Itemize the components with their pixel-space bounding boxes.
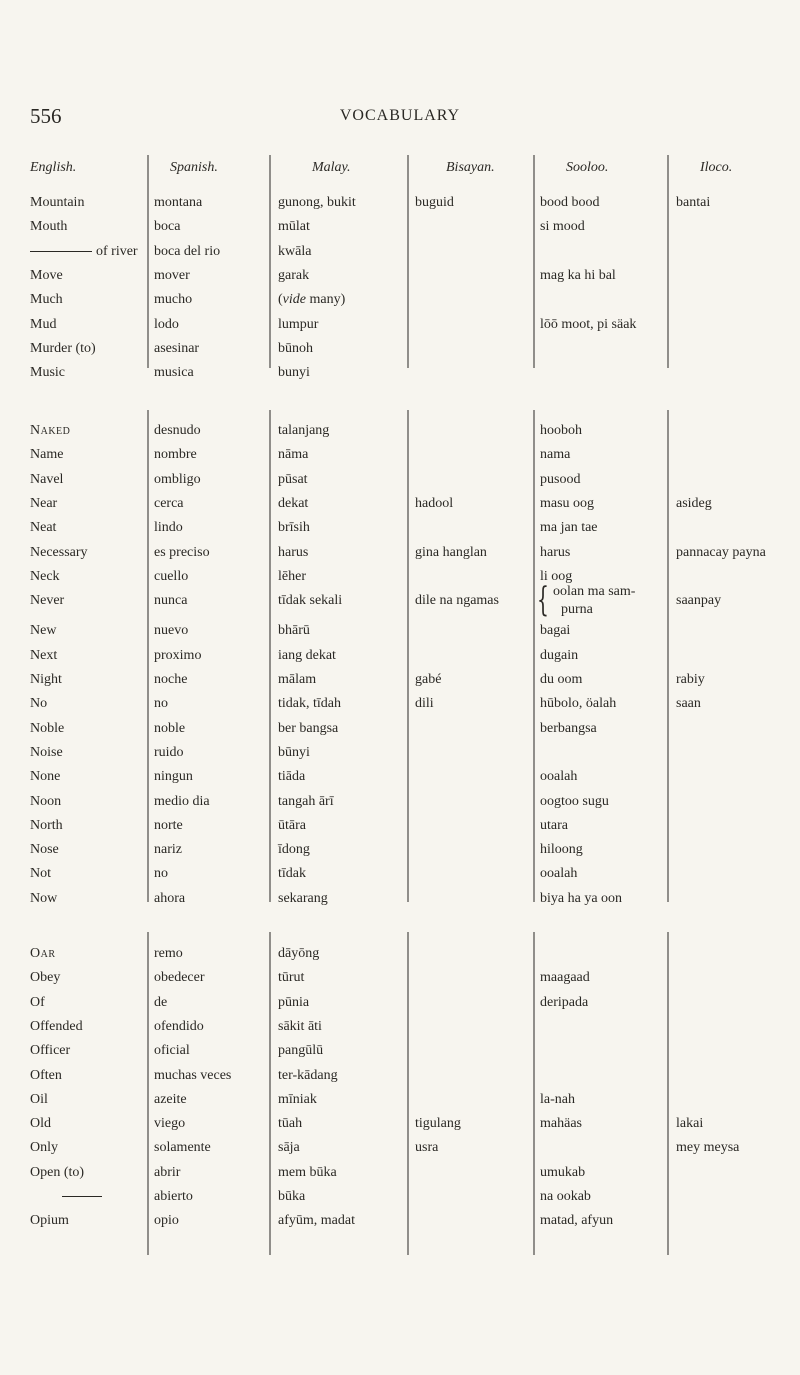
column-header-sooloo: Sooloo. bbox=[566, 160, 609, 175]
table-row bbox=[0, 769, 800, 793]
cell-malay: ber bangsa bbox=[278, 720, 339, 736]
column-header-english: English. bbox=[30, 160, 77, 175]
cell-spanish: boca del rio bbox=[154, 243, 221, 259]
cell-spanish: remo bbox=[154, 946, 183, 961]
cell-malay: īdong bbox=[278, 842, 310, 858]
cell-malay: mem būka bbox=[278, 1164, 337, 1180]
cell-iloco: mey meysa bbox=[676, 1140, 740, 1156]
cell-spanish: medio dia bbox=[154, 793, 210, 809]
cell-english: Near bbox=[30, 495, 58, 511]
cell-spanish: lindo bbox=[154, 520, 183, 536]
cell-iloco: pannacay payna bbox=[676, 544, 766, 560]
table-row bbox=[0, 696, 800, 720]
table-row bbox=[0, 745, 800, 769]
table-row bbox=[0, 423, 800, 447]
table-row bbox=[0, 1068, 800, 1092]
cell-sooloo: matad, afyun bbox=[540, 1213, 614, 1229]
cell-english: Next bbox=[30, 647, 58, 663]
cell-english: Oar bbox=[30, 946, 56, 961]
table-row bbox=[0, 1140, 800, 1164]
cell-spanish: es preciso bbox=[154, 544, 210, 560]
cell-malay: tidak, tīdah bbox=[278, 696, 341, 712]
ditto-dash bbox=[30, 251, 92, 252]
cell-iloco: asideg bbox=[676, 495, 712, 511]
cell-sooloo: na ookab bbox=[540, 1189, 591, 1204]
column-header-iloco: Iloco. bbox=[700, 160, 733, 175]
table-row bbox=[0, 472, 800, 496]
table-row bbox=[0, 341, 800, 365]
cell-spanish: ningun bbox=[154, 769, 193, 785]
cell-malay: tīdak bbox=[278, 866, 306, 882]
cell-spanish: opio bbox=[154, 1213, 179, 1229]
cell-english-text: of river bbox=[96, 243, 138, 259]
cell-malay: dekat bbox=[278, 495, 309, 511]
cell-spanish: de bbox=[154, 994, 168, 1010]
column-header-bisayan: Bisayan. bbox=[446, 160, 495, 175]
cell-english: Mountain bbox=[30, 195, 85, 210]
cell-spanish: mucho bbox=[154, 292, 193, 308]
cell-malay: sāja bbox=[278, 1140, 300, 1156]
cell-malay: harus bbox=[278, 544, 309, 560]
cell-sooloo: la-nah bbox=[540, 1091, 575, 1107]
cell-malay: dāyōng bbox=[278, 946, 320, 961]
cell-sooloo-line-1: oolan ma sam- bbox=[553, 584, 636, 600]
cell-bisayan: gina hanglan bbox=[415, 544, 487, 560]
cell-sooloo: ma jan tae bbox=[540, 520, 598, 536]
cell-spanish: proximo bbox=[154, 647, 202, 663]
cell-sooloo: pusood bbox=[540, 471, 581, 487]
cell-sooloo: biya ha ya oon bbox=[540, 890, 623, 906]
cell-sooloo: ooalah bbox=[540, 866, 578, 882]
table-row bbox=[0, 1116, 800, 1140]
cell-english: Neat bbox=[30, 520, 57, 536]
cell-sooloo: bagai bbox=[540, 623, 571, 639]
cell-spanish: musica bbox=[154, 365, 194, 381]
table-row bbox=[0, 946, 800, 970]
table-row bbox=[0, 195, 800, 219]
cell-sooloo: ooalah bbox=[540, 769, 578, 785]
table-row bbox=[0, 818, 800, 842]
cell-spanish: azeite bbox=[154, 1091, 187, 1107]
cell-spanish: ofendido bbox=[154, 1018, 204, 1034]
table-row bbox=[0, 520, 800, 544]
cell-bisayan: buguid bbox=[415, 195, 454, 210]
cell-english: Mouth bbox=[30, 219, 68, 235]
cell-malay: būka bbox=[278, 1189, 306, 1204]
table-row bbox=[0, 447, 800, 471]
cell-spanish: muchas veces bbox=[154, 1067, 232, 1083]
table-row bbox=[0, 219, 800, 243]
cell-sooloo: harus bbox=[540, 544, 571, 560]
cell-sooloo: nama bbox=[540, 447, 571, 463]
cell-english: Not bbox=[30, 866, 51, 882]
cell-sooloo: utara bbox=[540, 817, 568, 833]
cell-spanish: montana bbox=[154, 195, 203, 210]
cell-malay: mālam bbox=[278, 672, 317, 687]
cell-bisayan: hadool bbox=[415, 495, 454, 511]
cell-english: Oil bbox=[30, 1091, 48, 1107]
table-row bbox=[0, 1165, 800, 1189]
cell-sooloo-line-2: purna bbox=[561, 602, 593, 618]
cell-malay: mūlat bbox=[278, 219, 310, 235]
cell-malay: lēher bbox=[278, 568, 306, 584]
cell-sooloo bbox=[553, 583, 635, 619]
cell-spanish: no bbox=[154, 696, 168, 712]
cell-malay: iang dekat bbox=[278, 647, 336, 663]
cell-malay: bhārū bbox=[278, 623, 310, 639]
cell-sooloo: mag ka hi bal bbox=[540, 267, 616, 283]
cell-iloco: lakai bbox=[676, 1116, 704, 1132]
cell-sooloo: umukab bbox=[540, 1164, 586, 1180]
cell-malay: mīniak bbox=[278, 1091, 317, 1107]
cell-english: Neck bbox=[30, 568, 60, 584]
cell-sooloo: hooboh bbox=[540, 423, 582, 438]
cell-english: Now bbox=[30, 890, 58, 906]
cell-bisayan: tigulang bbox=[415, 1116, 461, 1132]
cell-english: Move bbox=[30, 267, 63, 283]
table-row bbox=[0, 545, 800, 569]
cell-english: Only bbox=[30, 1140, 58, 1156]
cell-english: Mud bbox=[30, 316, 57, 332]
cell-malay: (vide many) bbox=[278, 292, 346, 308]
cell-malay: afyūm, madat bbox=[278, 1213, 355, 1229]
table-row bbox=[0, 268, 800, 292]
cell-spanish: nombre bbox=[154, 447, 197, 463]
cell-spanish: nariz bbox=[154, 842, 182, 858]
table-row bbox=[0, 1019, 800, 1043]
cell-malay: būnyi bbox=[278, 744, 310, 760]
cell-sooloo: dugain bbox=[540, 647, 579, 663]
page-title: VOCABULARY bbox=[339, 107, 461, 124]
cell-malay: gunong, bukit bbox=[278, 195, 356, 210]
cell-english: Obey bbox=[30, 970, 61, 986]
cell-malay: tīdak sekali bbox=[278, 593, 343, 609]
cell-spanish: mover bbox=[154, 267, 190, 283]
cell-spanish: abrir bbox=[154, 1164, 181, 1180]
cell-spanish: lodo bbox=[154, 316, 179, 332]
cell-spanish: desnudo bbox=[154, 423, 201, 438]
table-row bbox=[0, 891, 800, 915]
table-row bbox=[0, 1092, 800, 1116]
column-header-spanish: Spanish. bbox=[170, 160, 218, 175]
cell-english: Naked bbox=[30, 423, 71, 438]
cell-sooloo: deripada bbox=[540, 994, 589, 1010]
cell-spanish: ombligo bbox=[154, 471, 201, 487]
cell-english: No bbox=[30, 696, 48, 712]
table-row bbox=[0, 569, 800, 593]
table-row bbox=[0, 672, 800, 696]
cell-sooloo: masu oog bbox=[540, 495, 595, 511]
cell-malay: sekarang bbox=[278, 890, 328, 906]
cell-spanish: obedecer bbox=[154, 970, 205, 986]
cell-bisayan: dile na ngamas bbox=[415, 593, 499, 609]
cell-malay: tiāda bbox=[278, 769, 306, 785]
cell-spanish: nunca bbox=[154, 593, 188, 609]
table-row bbox=[0, 365, 800, 389]
cell-english: Noise bbox=[30, 744, 63, 760]
cell-iloco: bantai bbox=[676, 195, 711, 210]
cell-english: Opium bbox=[30, 1213, 69, 1229]
cell-malay: pūsat bbox=[278, 471, 308, 487]
cell-spanish: viego bbox=[154, 1116, 186, 1132]
table-row bbox=[0, 244, 800, 268]
table-row bbox=[0, 623, 800, 647]
cell-english: None bbox=[30, 769, 61, 785]
table-row bbox=[0, 794, 800, 818]
cell-sooloo: hūbolo, öalah bbox=[540, 696, 617, 712]
cell-spanish: nuevo bbox=[154, 623, 189, 639]
cell-english: Of bbox=[30, 994, 45, 1010]
cell-sooloo: bood bood bbox=[540, 195, 600, 210]
cell-english: North bbox=[30, 817, 63, 833]
cell-spanish: abierto bbox=[154, 1189, 193, 1204]
table-row bbox=[0, 496, 800, 520]
cell-malay: garak bbox=[278, 267, 310, 283]
table-row bbox=[0, 866, 800, 890]
cell-malay: bunyi bbox=[278, 365, 310, 381]
cell-sooloo: du oom bbox=[540, 672, 583, 687]
brace-glyph: { bbox=[537, 580, 549, 621]
cell-english: Necessary bbox=[30, 544, 88, 560]
table-row bbox=[0, 1189, 800, 1213]
ditto-dash bbox=[62, 1196, 102, 1197]
cell-spanish: ruido bbox=[154, 744, 184, 760]
cell-iloco: saanpay bbox=[676, 593, 722, 609]
cell-malay: tangah ārī bbox=[278, 793, 334, 809]
cell-english: Noon bbox=[30, 793, 62, 809]
cell-english: Open (to) bbox=[30, 1164, 85, 1180]
cell-sooloo: berbangsa bbox=[540, 720, 597, 736]
cell-english: Officer bbox=[30, 1043, 71, 1059]
table-row bbox=[0, 995, 800, 1019]
cell-bisayan: usra bbox=[415, 1140, 439, 1156]
cell-malay: ūtāra bbox=[278, 817, 306, 833]
cell-malay: talanjang bbox=[278, 423, 330, 438]
cell-spanish: no bbox=[154, 866, 168, 882]
cell-malay: kwāla bbox=[278, 243, 312, 259]
cell-bisayan: dili bbox=[415, 696, 434, 712]
cell-sooloo: mahäas bbox=[540, 1116, 582, 1132]
cell-malay: pūnia bbox=[278, 994, 310, 1010]
cell-malay: būnoh bbox=[278, 340, 313, 356]
cell-english: Music bbox=[30, 365, 65, 381]
cell-spanish: boca bbox=[154, 219, 181, 235]
cell-sooloo: li oog bbox=[540, 568, 573, 584]
table-row bbox=[0, 970, 800, 994]
cell-spanish: norte bbox=[154, 817, 183, 833]
cell-english: Navel bbox=[30, 471, 64, 487]
cell-sooloo: lōō moot, pi säak bbox=[540, 316, 637, 332]
cell-english: Offended bbox=[30, 1018, 83, 1034]
cell-iloco: rabiy bbox=[676, 672, 705, 687]
page-header bbox=[30, 104, 770, 134]
page-number: 556 bbox=[30, 104, 62, 128]
cell-english: Night bbox=[30, 672, 62, 687]
cell-malay: brīsih bbox=[278, 520, 310, 536]
column-header-malay: Malay. bbox=[312, 160, 351, 175]
cell-english bbox=[30, 244, 138, 260]
cell-spanish: ahora bbox=[154, 890, 186, 906]
cell-malay: nāma bbox=[278, 447, 309, 463]
cell-malay: sākit āti bbox=[278, 1018, 322, 1034]
table-row bbox=[0, 721, 800, 745]
cell-bisayan: gabé bbox=[415, 672, 442, 687]
table-row bbox=[0, 842, 800, 866]
cell-english: Never bbox=[30, 593, 65, 609]
table-row bbox=[0, 580, 800, 621]
cell-malay: pangūlū bbox=[278, 1043, 324, 1059]
table-row bbox=[0, 317, 800, 341]
cell-spanish: oficial bbox=[154, 1043, 190, 1059]
table-row bbox=[0, 292, 800, 316]
table-row bbox=[0, 648, 800, 672]
cell-spanish: asesinar bbox=[154, 340, 200, 356]
cell-spanish: cuello bbox=[154, 568, 189, 584]
cell-english: New bbox=[30, 623, 57, 639]
cell-english: Often bbox=[30, 1067, 62, 1083]
cell-sooloo: si mood bbox=[540, 219, 585, 235]
cell-iloco: saan bbox=[676, 696, 701, 712]
table-row bbox=[0, 1043, 800, 1067]
column-headers bbox=[0, 160, 800, 184]
cell-malay: tūah bbox=[278, 1116, 303, 1132]
cell-sooloo: hiloong bbox=[540, 842, 583, 858]
table-row bbox=[0, 1213, 800, 1237]
cell-spanish: cerca bbox=[154, 495, 184, 511]
cell-english: Much bbox=[30, 292, 63, 308]
cell-malay: ter-kādang bbox=[278, 1067, 338, 1083]
cell-sooloo: oogtoo sugu bbox=[540, 793, 609, 809]
cell-english: Murder (to) bbox=[30, 340, 96, 356]
cell-english bbox=[30, 1189, 102, 1205]
cell-english: Noble bbox=[30, 720, 65, 736]
cell-spanish: noble bbox=[154, 720, 186, 736]
cell-sooloo: maagaad bbox=[540, 970, 590, 986]
cell-spanish: noche bbox=[154, 672, 188, 687]
cell-malay: tūrut bbox=[278, 970, 305, 986]
cell-english: Old bbox=[30, 1116, 51, 1132]
cell-english: Name bbox=[30, 447, 64, 463]
cell-spanish: solamente bbox=[154, 1140, 211, 1156]
cell-english: Nose bbox=[30, 842, 59, 858]
cell-malay: lumpur bbox=[278, 316, 319, 332]
